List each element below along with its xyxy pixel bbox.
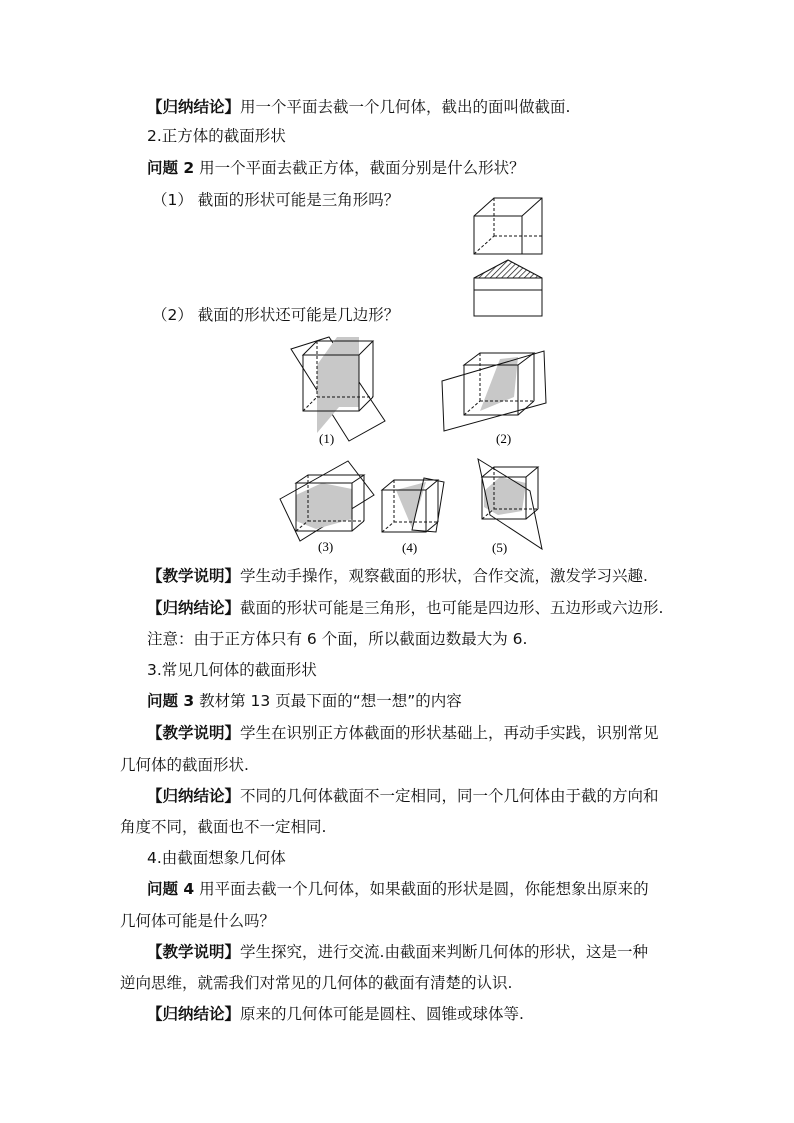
teaching-note-1 bbox=[147, 565, 648, 587]
text: 教材第 13 页最下面的“想一想”的内容 bbox=[194, 692, 462, 710]
cube-section-figure-1 bbox=[285, 335, 395, 445]
label-conclusion: 【归纳结论】 bbox=[147, 787, 241, 805]
conclusion-2 bbox=[147, 597, 663, 619]
cube-section-figure-4 bbox=[376, 472, 452, 556]
label-question: 问题 2 bbox=[147, 159, 195, 177]
figure-label-3: (3) bbox=[318, 539, 334, 554]
figure-label-2: (2) bbox=[496, 431, 512, 446]
note: 注意：由于正方体只有 6 个面，所以截面边数最大为 6. bbox=[147, 630, 528, 648]
label-question: 问题 3 bbox=[147, 692, 195, 710]
label-conclusion: 【归纳结论】 bbox=[147, 98, 241, 116]
conclusion-3-cont: 角度不同，截面也不一定相同. bbox=[120, 818, 327, 836]
section-heading-2: 2.正方体的截面形状 bbox=[147, 127, 286, 145]
teaching-note-3-cont: 逆向思维，就需我们对常见的几何体的截面有清楚的认识. bbox=[120, 974, 513, 992]
text: 用平面去截一个几何体，如果截面的形状是圆，你能想象出原来的 bbox=[194, 880, 649, 898]
teaching-note-2 bbox=[147, 722, 659, 744]
text: 用一个平面去截一个几何体，截出的面叫做截面. bbox=[240, 98, 571, 116]
question-2 bbox=[147, 157, 525, 179]
section-heading-3: 3.常见几何体的截面形状 bbox=[147, 661, 317, 679]
cube-section-figure-5 bbox=[470, 455, 555, 555]
label-conclusion: 【归纳结论】 bbox=[147, 1005, 241, 1023]
text: 截面的形状可能是三角形，也可能是四边形、五边形或六边形. bbox=[240, 599, 664, 617]
text: 原来的几何体可能是圆柱、圆锥或球体等. bbox=[240, 1005, 524, 1023]
question-4 bbox=[147, 878, 649, 900]
label-teaching: 【教学说明】 bbox=[147, 943, 241, 961]
text: 用一个平面去截正方体，截面分别是什么形状？ bbox=[194, 159, 525, 177]
cube-section-figure-2 bbox=[440, 345, 555, 445]
conclusion-3 bbox=[147, 785, 659, 807]
text: 学生探究，进行交流.由截面来判断几何体的形状，这是一种 bbox=[240, 943, 648, 961]
teaching-note-3 bbox=[147, 941, 648, 963]
figure-label-4: (4) bbox=[402, 540, 418, 555]
text: 不同的几何体截面不一定相同，同一个几何体由于截的方向和 bbox=[240, 787, 659, 805]
prism-section-figure bbox=[470, 258, 550, 320]
figure-label-1: (1) bbox=[319, 431, 335, 446]
label-conclusion: 【归纳结论】 bbox=[147, 599, 241, 617]
sub-question-2: （2） 截面的形状还可能是几边形？ bbox=[152, 306, 400, 324]
prism-figure-top bbox=[470, 196, 550, 258]
conclusion-4 bbox=[147, 1003, 524, 1025]
label-teaching: 【教学说明】 bbox=[147, 724, 241, 742]
teaching-note-2-cont: 几何体的截面形状. bbox=[120, 756, 249, 774]
sub-question-1: （1） 截面的形状可能是三角形吗？ bbox=[152, 191, 400, 209]
figure-label-5: (5) bbox=[492, 540, 508, 555]
question-3 bbox=[147, 690, 462, 712]
cube-section-figure-3 bbox=[278, 455, 378, 555]
section-heading-4: 4.由截面想象几何体 bbox=[147, 849, 286, 867]
label-question: 问题 4 bbox=[147, 880, 195, 898]
conclusion-1 bbox=[147, 96, 570, 118]
question-4-cont: 几何体可能是什么吗？ bbox=[120, 912, 276, 930]
label-teaching: 【教学说明】 bbox=[147, 567, 241, 585]
text: 学生动手操作，观察截面的形状，合作交流，激发学习兴趣. bbox=[240, 567, 648, 585]
text: 学生在识别正方体截面的形状基础上，再动手实践，识别常见 bbox=[240, 724, 659, 742]
